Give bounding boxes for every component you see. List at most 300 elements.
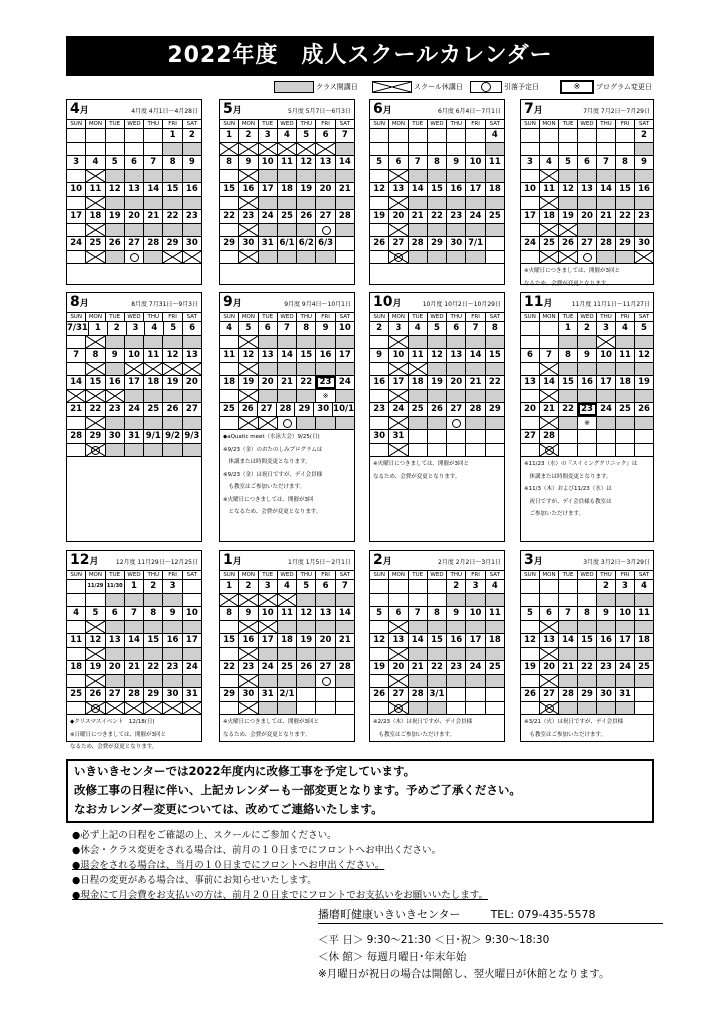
- weekday-header: [521, 313, 653, 322]
- day-number: 25: [86, 237, 105, 250]
- weekday-label: SAT: [489, 314, 500, 320]
- day-number: 23: [578, 403, 597, 416]
- day-number: 16: [316, 349, 335, 362]
- class-day-mark: [597, 251, 616, 263]
- week-row: [370, 156, 504, 183]
- closed-cross-icon: [540, 675, 559, 687]
- day-number: 6/2: [297, 237, 316, 250]
- day-number: 19: [638, 377, 650, 387]
- day-mark: [220, 675, 239, 687]
- day-mark: [521, 197, 540, 209]
- day-number: 13: [106, 634, 125, 647]
- weekday-label: SUN: [370, 120, 389, 128]
- weekday-label: TUE: [106, 313, 125, 321]
- day-number: 25: [488, 662, 501, 672]
- day-number: 21: [597, 210, 616, 223]
- day-number: 22: [616, 210, 635, 223]
- day-number: 15: [163, 183, 182, 196]
- weekday-label: MON: [239, 571, 258, 579]
- class-day-mark: [183, 621, 201, 633]
- day-number: 22: [578, 661, 597, 674]
- week-row: [67, 661, 201, 688]
- month-header: [521, 551, 653, 571]
- day-number: 16: [163, 634, 182, 647]
- class-day-mark: [486, 143, 504, 155]
- day-number: 5: [239, 322, 258, 335]
- class-day-mark: [447, 675, 466, 687]
- weekday-label: FRI: [316, 120, 335, 128]
- day-number: 28: [597, 237, 616, 250]
- rule-item: ●休会・クラス変更をされる場合は、前月の１０日までにフロントへお申出ください。: [72, 845, 442, 856]
- day-number: [86, 129, 105, 142]
- class-day-mark: [635, 417, 653, 429]
- weekday-label: MON: [389, 571, 408, 579]
- class-day-mark: [409, 170, 428, 182]
- day-mark: [220, 363, 239, 375]
- day-number: 11/29: [86, 580, 105, 593]
- class-day-mark: [578, 702, 597, 714]
- day-number: 8: [428, 156, 447, 169]
- class-day-mark: [336, 594, 354, 606]
- day-number: 24: [521, 237, 540, 250]
- day-number: 7: [341, 130, 348, 140]
- day-number: 2: [144, 580, 163, 593]
- weekday-label: MON: [389, 313, 408, 321]
- class-day-mark: [278, 170, 297, 182]
- transfer-circle-icon: [316, 224, 335, 236]
- weekday-label: SUN: [67, 120, 86, 128]
- class-day-mark: [559, 648, 578, 660]
- class-day-mark: [447, 224, 466, 236]
- closed-cross-icon: [86, 444, 105, 456]
- day-number: 2: [597, 580, 616, 593]
- class-day-mark: [163, 170, 182, 182]
- day-mark: [521, 675, 540, 687]
- closed-cross-icon: [67, 390, 86, 402]
- class-day-mark: [616, 170, 635, 182]
- weekday-label: WED: [278, 571, 297, 579]
- class-day-mark: [559, 170, 578, 182]
- closed-cross-icon: [540, 251, 559, 263]
- day-number: 14: [67, 376, 86, 389]
- class-day-mark: [259, 251, 278, 263]
- day-number: 14: [559, 634, 578, 647]
- day-number: 4: [491, 130, 498, 140]
- class-day-mark: [409, 390, 428, 402]
- weekday-label: FRI: [316, 571, 335, 579]
- day-number: 6/3: [316, 237, 335, 250]
- day-mark: [370, 224, 389, 236]
- month-notes: [370, 715, 504, 742]
- week-row: [67, 210, 201, 237]
- day-mark: [578, 594, 597, 606]
- day-number: 29: [428, 237, 447, 250]
- class-day-mark: [297, 336, 316, 348]
- class-day-mark: [106, 336, 125, 348]
- day-number: 9/3: [184, 431, 200, 441]
- day-number: [635, 688, 653, 701]
- day-number: [370, 580, 389, 593]
- day-mark: [409, 594, 428, 606]
- week-row: [220, 210, 354, 237]
- weekday-label: THU: [597, 313, 616, 321]
- day-mark: [220, 417, 239, 429]
- day-mark: [336, 251, 354, 263]
- day-number: 9/1: [144, 430, 163, 443]
- month-range: 12月度 11月29日～12月25日: [115, 559, 198, 566]
- day-number: 25: [67, 688, 86, 701]
- day-number: 26: [521, 688, 540, 701]
- day-number: 1: [89, 322, 108, 335]
- day-number: 12: [638, 350, 650, 360]
- week-row: [67, 688, 201, 715]
- weekday-label: WED: [578, 571, 597, 579]
- day-number: 19: [239, 376, 258, 389]
- week-row: [521, 634, 653, 661]
- day-number: 13: [185, 350, 198, 360]
- note-line: となるため、会費が変更となります。: [223, 509, 322, 515]
- class-day-mark: [428, 702, 447, 714]
- day-number: 14: [338, 157, 351, 167]
- week-row: [67, 580, 201, 607]
- transfer-circle-icon: [316, 675, 335, 687]
- month-10: [369, 292, 505, 542]
- week-row: [67, 322, 201, 349]
- week-row: [220, 661, 354, 688]
- weekday-label: THU: [597, 120, 616, 128]
- day-number: 15: [220, 183, 239, 196]
- week-row: [370, 376, 504, 403]
- weekday-label: TUE: [559, 120, 578, 128]
- day-number: 27: [258, 403, 277, 416]
- day-number: [578, 580, 597, 593]
- day-number: [370, 129, 389, 142]
- weekday-label: FRI: [466, 120, 485, 128]
- class-day-mark: [616, 336, 635, 348]
- weekday-label: WED: [278, 313, 297, 321]
- class-day-mark: [278, 621, 297, 633]
- class-day-mark: [597, 648, 616, 660]
- day-number: 5: [370, 607, 389, 620]
- day-mark: [67, 143, 86, 155]
- closed-cross-icon: [540, 648, 559, 660]
- day-number: [559, 129, 578, 142]
- month-name: 8月: [70, 294, 89, 310]
- day-number: 20: [185, 377, 198, 387]
- day-number: 4: [409, 322, 428, 335]
- day-mark: [447, 444, 466, 456]
- day-mark: [220, 251, 239, 263]
- day-number: 6: [389, 156, 408, 169]
- day-mark: [220, 621, 239, 633]
- class-day-mark: [428, 224, 447, 236]
- day-number: 18: [278, 634, 297, 647]
- class-day-mark: [616, 197, 635, 209]
- class-day-mark: [278, 336, 297, 348]
- day-number: 19: [297, 183, 316, 196]
- day-number: 18: [278, 183, 297, 196]
- class-day-mark: [183, 197, 201, 209]
- day-number: [409, 580, 428, 593]
- class-day-mark: [106, 594, 125, 606]
- closed-cross-icon: [86, 336, 105, 348]
- class-day-mark: [144, 594, 163, 606]
- class-day-mark: [259, 336, 278, 348]
- class-day-mark: [316, 197, 335, 209]
- day-mark: [370, 444, 389, 456]
- day-number: 3: [521, 156, 540, 169]
- day-number: [486, 688, 504, 701]
- class-day-mark: [144, 390, 163, 402]
- class-day-mark: [297, 363, 316, 375]
- rule-item: ●必ず上記の日程をご確認の上、スクールにご参加ください。: [72, 830, 337, 841]
- closed-cross-icon: [559, 224, 578, 236]
- day-number: 17: [185, 635, 198, 645]
- closed-cross-icon: [163, 363, 182, 375]
- week-row: [370, 580, 504, 607]
- day-number: 12: [370, 183, 389, 196]
- day-number: 17: [521, 210, 540, 223]
- day-number: 11: [540, 183, 559, 196]
- class-day-mark: [409, 251, 428, 263]
- day-number: 12: [428, 349, 447, 362]
- day-mark: [370, 702, 389, 714]
- class-day-mark: [125, 648, 144, 660]
- class-day-mark: [428, 170, 447, 182]
- day-number: 9: [578, 349, 597, 362]
- class-day-mark: [336, 390, 354, 402]
- weekday-label: FRI: [616, 120, 635, 128]
- day-number: 29: [86, 430, 105, 443]
- day-number: 30: [370, 430, 389, 443]
- day-number: 29: [616, 237, 635, 250]
- class-day-mark: [144, 675, 163, 687]
- week-row: [521, 376, 653, 403]
- weekday-label: WED: [578, 313, 597, 321]
- day-number: 8: [491, 323, 498, 333]
- day-mark: [521, 621, 540, 633]
- class-day-mark: [163, 336, 182, 348]
- day-number: 22: [163, 210, 182, 223]
- day-mark: [428, 143, 447, 155]
- day-number: 11/30: [106, 580, 125, 593]
- day-number: 28: [540, 430, 559, 443]
- day-number: 30: [638, 238, 650, 248]
- day-number: 21: [466, 376, 485, 389]
- month-header: [370, 100, 504, 120]
- week-row: [220, 607, 354, 634]
- weekday-label: SAT: [489, 572, 500, 578]
- class-day-mark: [316, 594, 335, 606]
- closed-cross-icon: [86, 390, 105, 402]
- day-number: 7: [409, 607, 428, 620]
- weekday-label: WED: [125, 313, 144, 321]
- legend-class-day: [274, 80, 358, 94]
- closed-cross-icon: [540, 363, 559, 375]
- month-range: 4月度 4月1日～4月28日: [131, 108, 198, 115]
- week-row: [521, 237, 653, 264]
- weekday-label: SUN: [220, 571, 239, 579]
- weekday-header: [67, 313, 201, 322]
- week-row: [370, 322, 504, 349]
- week-row: [67, 129, 201, 156]
- class-day-mark: [428, 621, 447, 633]
- day-number: 11: [278, 607, 297, 620]
- weekday-label: TUE: [559, 313, 578, 321]
- day-number: 23: [597, 661, 616, 674]
- day-number: 6: [578, 156, 597, 169]
- class-day-mark: [183, 170, 201, 182]
- day-number: 7: [559, 607, 578, 620]
- transfer-circle-icon: [278, 417, 297, 429]
- day-number: 15: [488, 350, 501, 360]
- day-number: 17: [338, 350, 351, 360]
- closed-cross-icon: [86, 702, 105, 714]
- day-number: 13: [389, 634, 408, 647]
- day-number: 5: [164, 322, 183, 335]
- class-day-mark: [183, 648, 201, 660]
- day-number: 23: [370, 403, 389, 416]
- day-number: [521, 129, 540, 142]
- day-mark: [67, 648, 86, 660]
- class-day-mark: [635, 336, 653, 348]
- note-line: ※日曜日につきましては、開催が3回と: [70, 731, 166, 738]
- note-line: ※9/23（金）のおたのしみプログラムは: [223, 446, 323, 453]
- day-number: 21: [278, 376, 297, 389]
- month-notes: [521, 264, 653, 291]
- day-number: 18: [409, 376, 428, 389]
- class-day-mark: [106, 170, 125, 182]
- weekday-label: MON: [86, 313, 105, 321]
- weekday-label: SAT: [339, 314, 350, 320]
- weekday-label: SUN: [220, 313, 239, 321]
- month-12: [66, 550, 202, 750]
- note-line: ※火曜日につきましては、開催が3回と: [524, 268, 620, 274]
- class-day-mark: [428, 197, 447, 209]
- class-day-mark: [278, 675, 297, 687]
- day-number: 6: [316, 580, 335, 593]
- closed-cross-icon: [183, 702, 201, 714]
- day-number: 11: [488, 157, 501, 167]
- class-day-mark: [559, 675, 578, 687]
- day-number: 12: [559, 183, 578, 196]
- day-mark: [370, 170, 389, 182]
- day-number: 3: [466, 580, 485, 593]
- day-number: 2: [108, 322, 127, 335]
- closed-cross-icon: [259, 143, 278, 155]
- week-row: [67, 349, 201, 376]
- day-mark: [521, 390, 540, 402]
- day-number: [67, 129, 86, 142]
- month-header: [220, 100, 354, 120]
- day-number: 24: [259, 210, 278, 223]
- class-day-mark: [336, 648, 354, 660]
- week-row: [220, 156, 354, 183]
- class-day-mark: [316, 417, 335, 429]
- notice-line: 改修工事の日程に伴い、上記カレンダーも一部変更となります。予めご了承ください。: [74, 783, 521, 797]
- day-number: 20: [316, 183, 335, 196]
- month-range: 11月度 11月1日～11月27日: [571, 301, 650, 308]
- day-number: 24: [389, 403, 408, 416]
- day-number: 4: [641, 581, 647, 591]
- day-number: 26: [163, 403, 182, 416]
- day-mark: [370, 143, 389, 155]
- day-number: [540, 129, 559, 142]
- day-mark: [521, 170, 540, 182]
- closed-cross-icon: [86, 621, 105, 633]
- class-day-mark: [409, 648, 428, 660]
- day-number: 10: [67, 183, 86, 196]
- day-number: 27: [316, 210, 335, 223]
- class-day-mark: [428, 336, 447, 348]
- week-row: [370, 607, 504, 634]
- weekday-label: SUN: [370, 313, 389, 321]
- class-day-mark: [466, 336, 485, 348]
- class-day-mark: [106, 363, 125, 375]
- day-mark: [67, 417, 86, 429]
- legend-program-change: [560, 80, 652, 94]
- week-row: [521, 580, 653, 607]
- class-day-mark: [163, 390, 182, 402]
- day-number: 13: [125, 183, 144, 196]
- month-name: 12月: [70, 552, 99, 568]
- closed-cross-icon: [239, 251, 258, 263]
- weekday-label: MON: [239, 313, 258, 321]
- class-day-mark: [578, 390, 597, 402]
- class-day-mark: [297, 621, 316, 633]
- class-day-mark: [559, 390, 578, 402]
- day-number: 2: [188, 130, 195, 140]
- class-day-mark: [144, 170, 163, 182]
- class-day-mark: [106, 648, 125, 660]
- day-number: 20: [578, 210, 597, 223]
- closed-cross-icon: [559, 251, 578, 263]
- day-number: 15: [297, 349, 316, 362]
- class-day-mark: [466, 675, 485, 687]
- weekday-label: TUE: [259, 571, 278, 579]
- month-7: [520, 99, 654, 285]
- day-number: 2/1: [278, 688, 297, 701]
- closed-cross-icon: [389, 648, 408, 660]
- weekday-header: [67, 120, 201, 129]
- month-range: 6月度 6月4日～7月1日: [438, 108, 501, 115]
- month-9: [219, 292, 355, 542]
- class-day-mark: [163, 197, 182, 209]
- day-number: [389, 580, 408, 593]
- weekday-label: FRI: [316, 313, 335, 321]
- day-number: 17: [389, 376, 408, 389]
- class-day-mark: [259, 675, 278, 687]
- day-number: 8: [86, 349, 105, 362]
- note-line: ※火曜日につきましては、開催が3回と: [373, 461, 469, 467]
- weekday-label: WED: [125, 120, 144, 128]
- weekday-label: MON: [86, 571, 105, 579]
- weekday-label: MON: [540, 571, 559, 579]
- day-number: 18: [488, 184, 501, 194]
- day-number: 23: [185, 211, 198, 221]
- day-number: 29: [220, 237, 239, 250]
- weekday-label: TUE: [259, 313, 278, 321]
- week-row: [521, 349, 653, 376]
- class-day-mark: [616, 390, 635, 402]
- class-day-mark: [428, 675, 447, 687]
- day-number: [597, 129, 616, 142]
- class-day-mark: [447, 594, 466, 606]
- class-day-mark: [297, 648, 316, 660]
- class-day-mark: [466, 417, 485, 429]
- class-day-mark: [409, 675, 428, 687]
- day-number: 8: [559, 349, 578, 362]
